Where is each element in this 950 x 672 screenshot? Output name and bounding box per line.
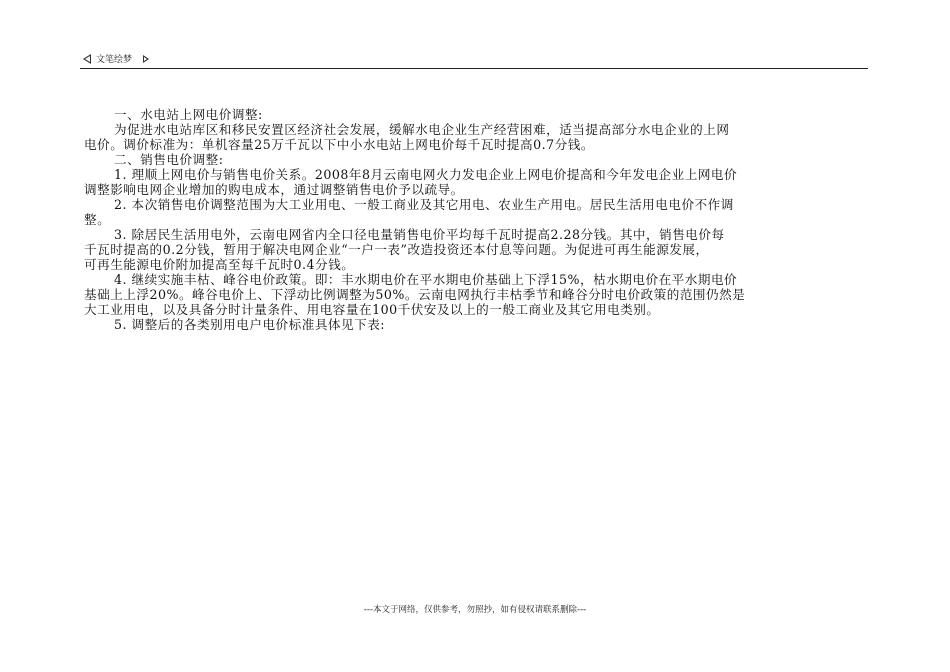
- paragraph-line: 可再生能源电价附加提高至每千瓦时0.4分钱。: [84, 257, 355, 272]
- header-title: 文笔绘梦: [96, 55, 133, 65]
- paragraph-line: 2. 本次销售电价调整范围为大工业用电、一般工商业及其它用电、农业生产用电。居民生活用电电价不作调: [114, 197, 734, 212]
- paragraph-line: 3. 除居民生活用电外，云南电网省内全口径电量销售电价平均每千瓦时提高2.28分钱。其中，销售电价每: [114, 227, 725, 242]
- paragraph-line: 4. 继续实施丰枯、峰谷电价政策。即：丰水期电价在平水期电价基础上下浮15%，枯水期电价在平水期电价: [114, 272, 738, 287]
- paragraph-line: 基础上上浮20%。峰谷电价上、下浮动比例调整为50%。云南电网执行丰枯季节和峰谷分时电价政策的范围仍然是: [84, 287, 746, 302]
- paragraph-line: 大工业用电，以及具备分时计量条件、用电容量在100千伏安及以上的一般工商业及其它用电类别。: [84, 302, 660, 317]
- paragraph-line: 整。: [84, 212, 111, 227]
- paragraph-line: 1. 理顺上网电价与销售电价关系。2008年8月云南电网火力发电企业上网电价提高和今年发电企业上网电价: [114, 167, 738, 182]
- page-header: [83, 52, 867, 68]
- document-body: [84, 107, 870, 332]
- paragraph-line: 5. 调整后的各类别用电户电价标准具体见下表:: [114, 317, 386, 332]
- paragraph-line: 调整影响电网企业增加的购电成本，通过调整销售电价予以疏导。: [84, 182, 464, 197]
- triangle-left-icon: [83, 54, 91, 64]
- section-heading-hydropower: 一、水电站上网电价调整:: [114, 107, 263, 122]
- page-footer: ---本文于网络，仅供参考，勿照抄，如有侵权请联系删除---: [363, 605, 587, 615]
- triangle-right-icon: [143, 55, 149, 63]
- header-divider: [80, 68, 868, 69]
- header-brand: [83, 52, 149, 65]
- paragraph-line: 千瓦时提高的0.2分钱，暂用于解决电网企业“一户一表”改造投资还本付息等问题。为促进可再生能源发展，: [84, 242, 709, 257]
- paragraph-line: 电价。调价标准为：单机容量25万千瓦以下中小水电站上网电价每千瓦时提高0.7分钱。: [84, 137, 594, 152]
- paragraph-line: 为促进水电站库区和移民安置区经济社会发展，缓解水电企业生产经营困难，适当提高部分水电企业的上网: [114, 122, 730, 137]
- section-heading-sales-price: 二、销售电价调整:: [114, 152, 224, 167]
